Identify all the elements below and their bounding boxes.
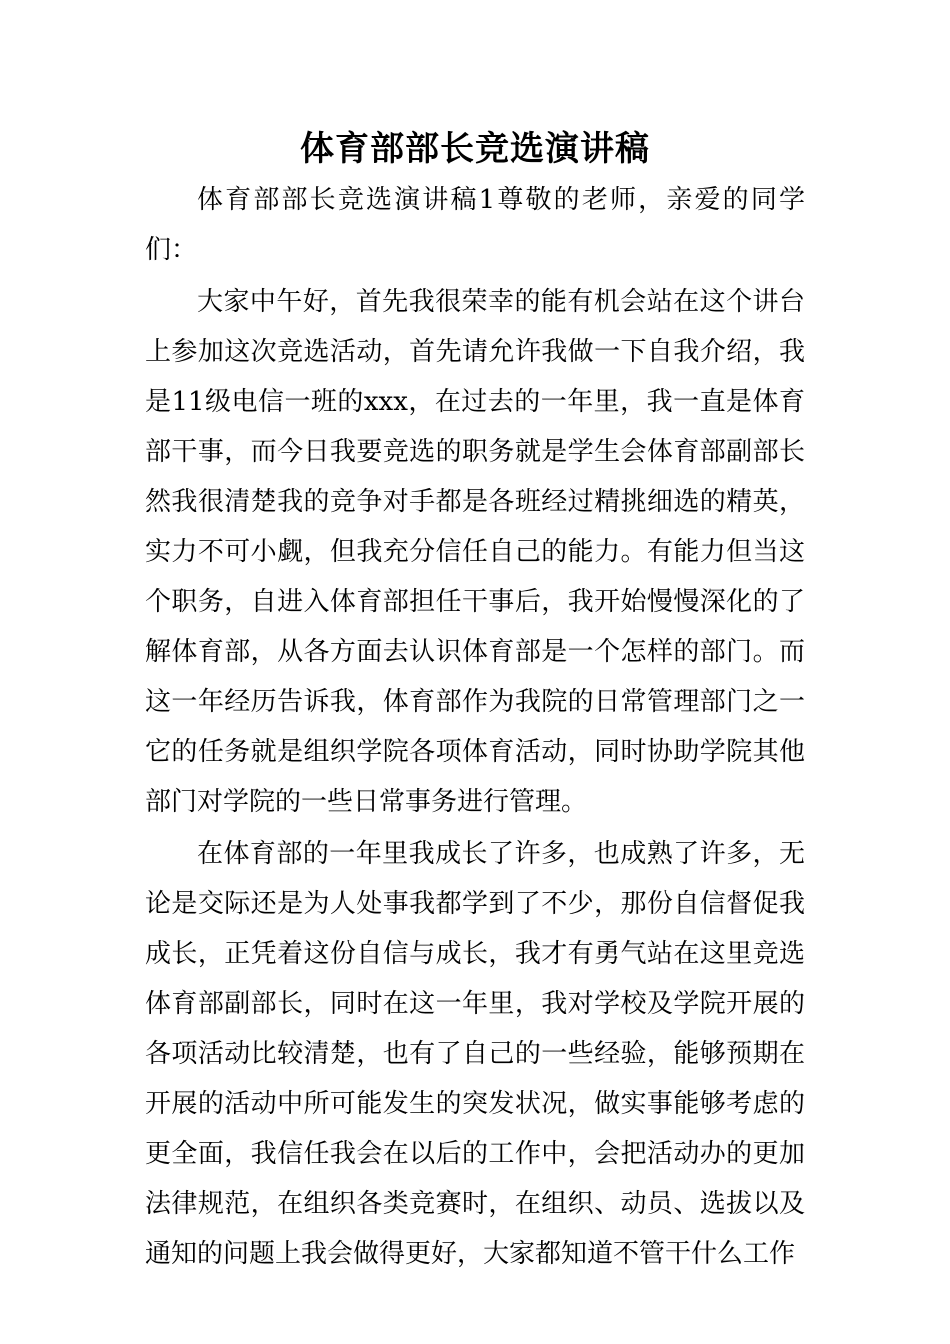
paragraph-introduction: 大家中午好，首先我很荣幸的能有机会站在这个讲台上参加这次竞选活动，首先请允许我做一下自我介绍，我是11级电信一班的xxx，在过去的一年里，我一直是体育部干事，而今日我要竞选的职务就是学生会体育部副部长然我很清楚我的竞争对手都是各班经过精挑细选的精英，实力不可小觑，但我充分信任自己的能力。有能力但当这个职务，自进入体育部担任干事后，我开始慢慢深化的了解体育部，从各方面去认识体育部是一个怎样的部门。而这一年经历告诉我，体育部作为我院的日常管理部门之一它的任务就是组织学院各项体育活动，同时协助学院其他部门对学院的一些日常事务进行管理。: [145, 287, 805, 817]
document-body: [145, 175, 805, 1279]
paragraph-salutation: 体育部部长竞选演讲稿1尊敬的老师，亲爱的同学们：: [145, 185, 805, 265]
paragraph-growth: 在体育部的一年里我成长了许多，也成熟了许多，无论是交际还是为人处事我都学到了不少，那份自信督促我成长，正凭着这份自信与成长，我才有勇气站在这里竞选体育部副部长，同时在这一年里，我对学校及学院开展的各项活动比较清楚，也有了自己的一些经验，能够预期在开展的活动中所可能发生的突发状况，做实事能够考虑的更全面，我信任我会在以后的工作中，会把活动办的更加法律规范，在组织各类竞赛时，在组织、动员、选拔以及通知的问题上我会做得更好，大家都知道不管干什么工作: [145, 839, 805, 1269]
document-title: 体育部部长竞选演讲稿: [300, 129, 650, 169]
